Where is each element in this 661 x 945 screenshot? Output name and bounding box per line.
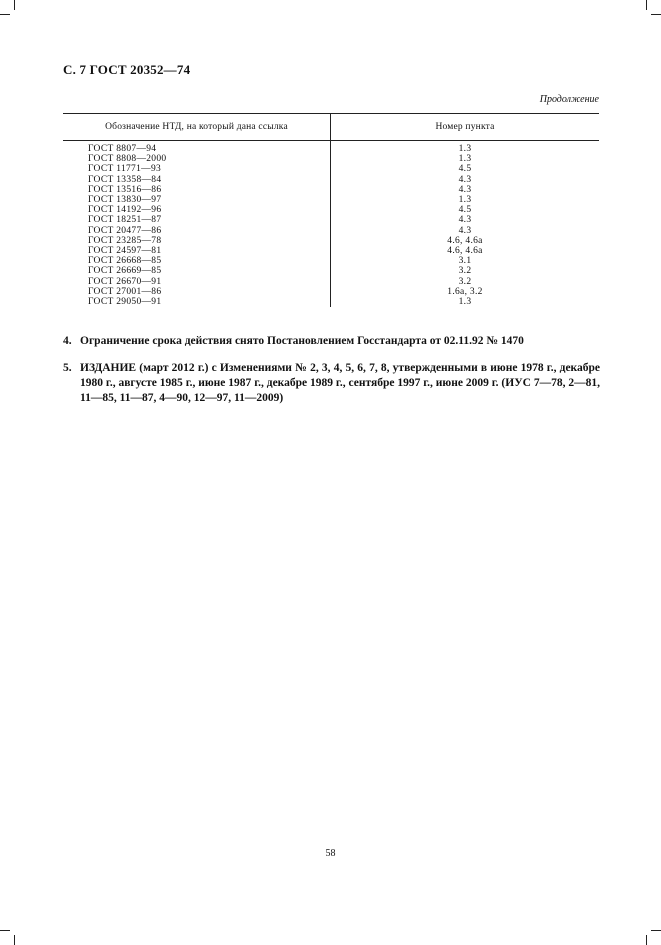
table-row xyxy=(63,215,599,225)
document-designation-cell: ГОСТ 26669—85 xyxy=(63,266,331,276)
table-row xyxy=(63,175,599,185)
crop-mark xyxy=(646,935,647,945)
clause-number-cell: 4.6, 4.6а xyxy=(447,235,483,246)
clause-number-cell: 3.1 xyxy=(458,256,472,267)
table-row xyxy=(63,185,599,195)
document-designation-cell: ГОСТ 11771—93 xyxy=(63,164,331,174)
clause-number-cell: 1.3 xyxy=(458,195,472,206)
crop-mark xyxy=(0,930,10,931)
table-row xyxy=(63,256,599,266)
crop-mark xyxy=(14,935,15,945)
crop-mark xyxy=(14,0,15,10)
table-row xyxy=(63,236,599,246)
note-number: 5. xyxy=(63,362,72,374)
table-row xyxy=(63,226,599,236)
clause-number-cell: 1.3 xyxy=(458,144,472,154)
clause-number-cell: 3.2 xyxy=(458,266,472,277)
clause-number-cell: 4.5 xyxy=(458,164,472,175)
document-designation-cell: ГОСТ 26668—85 xyxy=(63,256,331,266)
crop-mark xyxy=(646,0,647,10)
note-4 xyxy=(63,334,600,349)
page-number: 58 xyxy=(325,848,336,859)
note-number: 4. xyxy=(63,335,72,347)
clause-number-cell: 1.3 xyxy=(458,297,472,308)
document-designation-cell: ГОСТ 8808—2000 xyxy=(63,154,331,164)
clause-number-cell: 4.3 xyxy=(458,174,472,185)
crop-mark xyxy=(651,930,661,931)
clause-number-cell: 1.3 xyxy=(458,154,472,165)
column-header-clause: Номер пункта xyxy=(331,114,600,141)
table-header-row xyxy=(63,114,599,141)
table-body xyxy=(63,141,599,308)
crop-mark xyxy=(0,14,10,15)
column-header-document: Обозначение НТД, на который дана ссылка xyxy=(63,114,331,141)
clause-number-cell: 4.6, 4.6а xyxy=(447,246,483,257)
table-row xyxy=(63,246,599,256)
table-row xyxy=(63,141,599,155)
note-text: ИЗДАНИЕ (март 2012 г.) с Изменениями № 2, 3, 4, 5, 6, 7, 8, утвержденными в июне 1978 г., декабре 1980 г., августе 1985 г., июне 1987 г., декабре 1989 г., сентябре 1997 г., июне 2009 г. (ИУС 7—78, 2—81, 11—85, 11—87, 4—90, 12—97, 11—2009) xyxy=(80,362,600,404)
clause-number-cell: 4.5 xyxy=(458,205,472,216)
table-row xyxy=(63,277,599,287)
clause-number-cell: 4.3 xyxy=(458,225,472,236)
document-designation-cell: ГОСТ 29050—91 xyxy=(63,297,331,307)
clause-number-cell: 3.2 xyxy=(458,276,472,287)
document-designation-cell: ГОСТ 20477—86 xyxy=(63,226,331,236)
document-designation-cell: ГОСТ 14192—96 xyxy=(63,205,331,215)
table-row xyxy=(63,287,599,297)
table-row xyxy=(63,266,599,276)
crop-mark xyxy=(651,14,661,15)
document-designation-cell: ГОСТ 13358—84 xyxy=(63,175,331,185)
document-designation-cell: ГОСТ 13830—97 xyxy=(63,195,331,205)
document-designation-cell: ГОСТ 27001—86 xyxy=(63,287,331,297)
reference-table xyxy=(63,113,599,307)
document-designation-cell: ГОСТ 8807—94 xyxy=(63,141,331,155)
table-row xyxy=(63,164,599,174)
table-row xyxy=(63,154,599,164)
document-designation-cell: ГОСТ 18251—87 xyxy=(63,215,331,225)
clause-number-cell: 4.3 xyxy=(458,184,472,195)
document-designation-cell: ГОСТ 13516—86 xyxy=(63,185,331,195)
note-text: Ограничение срока действия снято Постановлением Госстандарта от 02.11.92 № 1470 xyxy=(80,335,524,347)
table-row xyxy=(63,205,599,215)
clause-number-cell: 1.6а, 3.2 xyxy=(447,286,483,297)
table-row xyxy=(63,195,599,205)
document-designation-cell: ГОСТ 24597—81 xyxy=(63,246,331,256)
page-header: С. 7 ГОСТ 20352—74 xyxy=(63,62,191,77)
continuation-label: Продолжение xyxy=(539,94,599,105)
note-5 xyxy=(63,361,600,406)
clause-number-cell: 4.3 xyxy=(458,215,472,226)
document-designation-cell: ГОСТ 26670—91 xyxy=(63,277,331,287)
document-designation-cell: ГОСТ 23285—78 xyxy=(63,236,331,246)
table-row xyxy=(63,297,599,307)
